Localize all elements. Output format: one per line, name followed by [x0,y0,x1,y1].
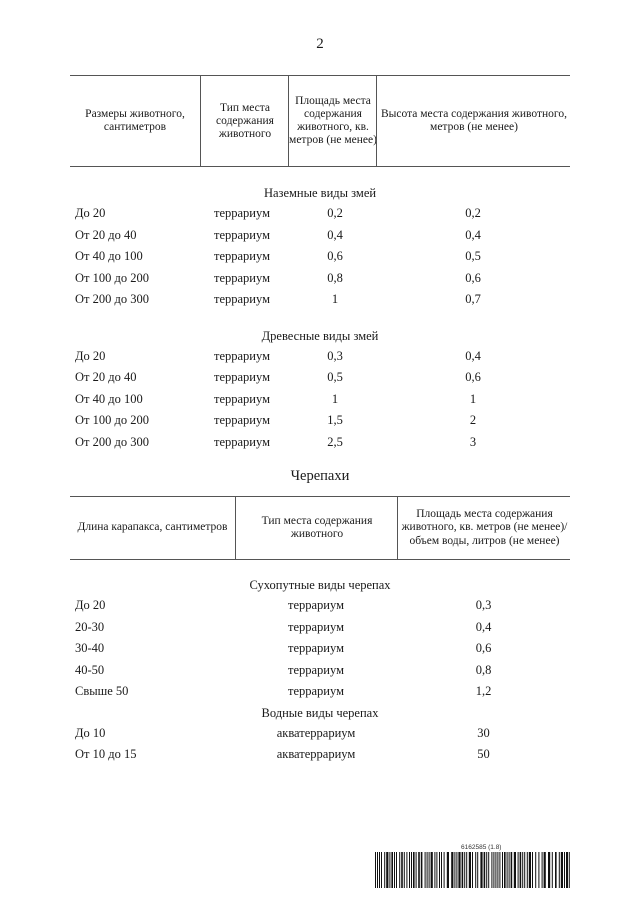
barcode-bar [431,852,433,888]
cell-size: От 200 до 300 [75,434,149,449]
cell-height: 3 [469,434,477,449]
cell-height: 0,6 [465,370,481,384]
turtles-table [70,496,570,766]
barcode-bar [477,852,478,888]
cell-size: От 200 до 300 [75,292,149,306]
cell-length: 40-50 [75,662,105,677]
barcode-bar [507,852,508,888]
cell-area: 2,5 [327,434,343,449]
barcode-bar [409,852,410,888]
document-barcode [375,843,570,888]
cell-type: террариум [288,598,344,612]
barcode-bar [469,852,471,888]
barcode-bar [456,852,457,888]
barcode-bar [413,852,415,888]
cell-height: 2 [469,413,477,427]
barcode-bar [434,852,435,888]
cell-area: 0,6 [327,249,343,263]
barcode-bar [427,852,428,888]
barcode-bar [520,852,522,888]
barcode-bar [394,852,395,888]
barcode-bar [429,852,430,888]
cell-type: террариум [214,348,270,363]
barcode-bar [480,852,482,888]
cell-size: От 40 до 100 [75,391,143,406]
barcode-bar [404,852,405,888]
barcode-bar [441,852,442,888]
barcode-bar [514,852,516,888]
cell-type: террариум [214,206,270,220]
cell-length: Свыше 50 [75,684,129,698]
cell-type: террариум [288,641,344,655]
barcode-bar [436,852,437,888]
header-area-water-volume: Площадь места содержания животного, кв. метров (не менее)/ объем воды, литров (не менее) [397,497,571,559]
cell-size: От 100 до 200 [75,413,149,427]
barcode-bar [475,852,476,888]
barcode-bar [416,852,417,888]
barcode-bar [486,852,487,888]
cell-area: 0,4 [327,227,343,242]
cell-volume: 30 [477,725,490,740]
turtles-table-header [70,496,570,560]
table-row [70,595,570,617]
snakes-table [70,75,570,453]
cell-type: террариум [288,662,344,677]
cell-type: террариум [214,270,270,285]
cell-type: террариум [214,249,270,263]
barcode-bar [377,852,378,888]
cell-length: От 10 до 15 [75,747,137,761]
cell-type: террариум [214,391,270,406]
cell-area: 0,6 [475,641,492,655]
cell-area: 0,8 [475,662,492,677]
barcode-bar [497,852,498,888]
barcode-bar [535,852,536,888]
barcode-bar [389,852,390,888]
cell-area: 0,2 [327,206,343,220]
header-carapace-length: Длина карапакса, сантиметров [77,521,228,534]
barcode-bar [544,852,546,888]
cell-length: 30-40 [75,641,105,655]
table-row [70,389,570,411]
group-title-land-turtles: Сухопутные виды черепах [249,578,391,592]
barcode-bar [466,852,467,888]
group-title-tree-snakes: Древесные виды змей [261,328,379,343]
barcode-bar [399,852,400,888]
barcode-bar [458,852,460,888]
cell-area: 1,2 [475,684,492,698]
barcode-bar [509,852,510,888]
group-title-water-turtles: Водные виды черепах [261,705,379,720]
cell-type: акватеррариум [276,725,356,740]
cell-height: 0,6 [465,270,481,285]
barcode-bar [511,852,513,888]
turtles-section-title: Черепахи [290,468,350,484]
table-row [70,225,570,247]
barcode-bar [381,852,382,888]
cell-height: 0,7 [465,292,481,306]
barcode-bar [527,852,528,888]
barcode-bar [379,852,380,888]
barcode-bar [447,852,449,888]
header-enclosure-type: Тип места содержания животного [200,76,289,166]
barcode-bar [462,852,464,888]
cell-type: террариум [214,370,270,384]
cell-size: До 20 [75,348,106,363]
barcode-bar [559,852,560,888]
table-row [70,203,570,225]
table-row [70,268,570,290]
barcode-bar [524,852,525,888]
barcode-image [375,852,570,888]
barcode-bar [555,852,557,888]
cell-area: 0,8 [327,270,343,285]
table-row [70,367,570,389]
cell-size: От 20 до 40 [75,227,137,242]
barcode-bar [386,852,388,888]
barcode-bar [504,852,506,888]
barcode-bar [396,852,397,888]
barcode-bar [439,852,440,888]
cell-length: До 20 [75,598,106,612]
barcode-bar [495,852,496,888]
barcode-bar [401,852,403,888]
cell-area: 0,3 [327,348,343,363]
cell-height: 1 [469,391,477,406]
cell-area: 1 [331,292,339,306]
barcode-caption: 6162585 (1.8) [461,844,502,851]
barcode-bar [502,852,503,888]
cell-type: террариум [288,684,344,698]
cell-area: 0,3 [475,598,492,612]
group-title-ground-snakes: Наземные виды змей [263,186,377,200]
cell-size: От 40 до 100 [75,249,143,263]
cell-length: 20-30 [75,619,105,634]
cell-height: 0,4 [465,348,481,363]
cell-area: 0,5 [327,370,343,384]
cell-size: До 20 [75,206,106,220]
barcode-bar [391,852,393,888]
table-row [70,346,570,368]
barcode-bar [566,852,568,888]
table-row [70,638,570,660]
header-animal-size: Размеры животного, сантиметров [85,108,185,133]
table-row [70,744,570,766]
cell-type: террариум [214,227,270,242]
cell-height: 0,2 [465,206,481,220]
barcode-bar [375,852,376,888]
cell-size: От 100 до 200 [75,270,149,285]
barcode-bar [472,852,473,888]
barcode-bar [561,852,563,888]
table-row [70,681,570,703]
cell-area: 1,5 [327,413,343,427]
barcode-bar [425,852,426,888]
barcode-bar [464,852,465,888]
barcode-bar [384,852,385,888]
barcode-bar [454,852,455,888]
barcode-bar [532,852,533,888]
cell-volume: 50 [477,747,490,761]
barcode-bar [491,852,492,888]
cell-type: акватеррариум [276,747,356,761]
table-row [70,246,570,268]
cell-length: До 10 [75,725,106,740]
barcode-bar [484,852,486,888]
barcode-bar [493,852,494,888]
header-enclosure-height: Высота места содержания животного, метров (не менее) [376,76,571,166]
barcode-bar [499,852,500,888]
barcode-bar [522,852,523,888]
cell-type: террариум [288,619,344,634]
barcode-bar [564,852,565,888]
cell-type: террариум [214,413,270,427]
table-row [70,617,570,639]
cell-type: террариум [214,434,270,449]
cell-size: От 20 до 40 [75,370,137,384]
cell-height: 0,5 [465,249,481,263]
barcode-bar [538,852,539,888]
barcode-bar [488,852,489,888]
barcode-bar [529,852,531,888]
barcode-bar [421,852,423,888]
cell-area: 1 [331,391,339,406]
barcode-bar [569,852,570,888]
table-row [70,660,570,682]
barcode-bar [451,852,453,888]
barcode-bar [418,852,420,888]
barcode-bar [518,852,519,888]
barcode-bar [552,852,553,888]
header-enclosure-area: Площадь места содержания животного, кв. метров (не менее) [288,76,377,166]
snakes-table-header [70,75,570,167]
barcode-bar [548,852,550,888]
cell-type: террариум [214,292,270,306]
barcode-bar [444,852,445,888]
header-enclosure-type: Тип места содержания животного [235,497,398,559]
barcode-bar [406,852,407,888]
table-row [70,410,570,432]
cell-height: 0,4 [465,227,481,242]
table-row [70,723,570,745]
page-number: 2 [316,36,324,52]
barcode-bar [542,852,543,888]
cell-area: 0,4 [475,619,492,634]
barcode-bar [411,852,412,888]
table-row [70,289,570,311]
table-row [70,432,570,454]
